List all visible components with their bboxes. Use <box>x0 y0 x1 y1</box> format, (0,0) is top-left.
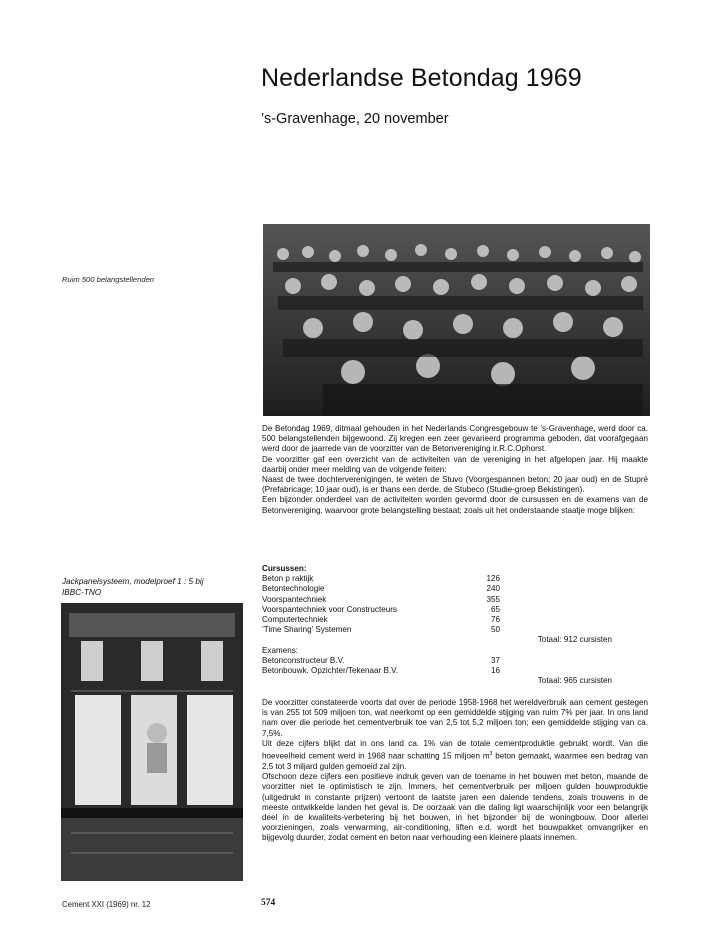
intro-paragraph: De Betondag 1969, ditmaal gehouden in het Nederlands Congresgebouw te ’s-Gravenhage, werd door ca. 500 belangstellenden bijgewoond. Zij kregen een zeer gevarieerd programma geboden, dat voorafgegaan werd door de jaarrede van de voorzitter van de Betonvereniging ir.R.C.Ophorst. <box>262 424 648 454</box>
intro-paragraph: Een bijzonder onderdeel van de activiteiten worden gevormd door de cursussen en de examens van de Betonvereniging, waarvoor grote belangstelling bestaat; zoals uit het onderstaande staatje moge blijken: <box>262 495 648 515</box>
courses-heading: Cursussen: <box>262 564 307 573</box>
audience-photo-graphic <box>263 224 650 416</box>
course-count: 50 <box>490 625 500 635</box>
journal-reference: Cement XXI (1969) nr. 12 <box>62 900 151 909</box>
courses-total-text: Totaal: 912 cursisten <box>537 635 612 645</box>
superscript-three: 3 <box>489 751 493 758</box>
course-count: 126 <box>486 574 500 584</box>
photo-caption-model <box>62 576 242 598</box>
course-label: Voorspantechniek voor Constructeurs <box>262 604 397 614</box>
intro-paragraph: Naast de twee dochterverenigingen, te weten de Stuvo (Voorgespannen beton; 20 jaar oud) en de Stupré (Prefabricage; 10 jaar oud), is er thans een derde, de Stubeco (Studie-groep Bekistingen). <box>262 475 648 495</box>
intro-paragraph: De voorzitter gaf een overzicht van de activiteiten van de vereniging in het afgelopen jaar. Hij maakte daarbij onder meer melding van de volgende feiten: <box>262 454 648 474</box>
exams-total-text: Totaal: 965 cursisten <box>537 676 612 686</box>
course-count: 76 <box>490 615 500 625</box>
course-label: Computertechniek <box>262 615 328 625</box>
table-row <box>262 615 552 625</box>
outro-paragraph <box>262 739 648 772</box>
page-title: Nederlandse Betondag 1969 <box>261 64 582 92</box>
page-subtitle: ’s-Gravenhage, 20 november <box>261 111 449 127</box>
exam-count: 16 <box>490 666 500 676</box>
outro-text-part: Uit deze cijfers blijkt dat in ons land ca. 1% van de totale cementproduktie gebruikt wordt. Van die hoeveelheid cement werd in 1968 naar schatting 15 miljoen m <box>262 738 648 761</box>
photo-caption-model-line: Jackpanelsysteem, modelproef 1 : 5 bij <box>62 577 204 586</box>
model-test-photo <box>61 603 243 881</box>
photo-caption-model-line: IBBC-TNO <box>62 588 102 597</box>
courses-total <box>262 635 612 645</box>
course-label: Betontechnologie <box>262 584 325 594</box>
table-row <box>262 584 552 594</box>
course-table <box>262 564 612 686</box>
table-row <box>262 595 552 605</box>
exam-label: Betonconstructeur B.V. <box>262 655 345 665</box>
course-count: 355 <box>486 594 500 604</box>
intro-text <box>262 424 648 516</box>
course-count: 65 <box>490 604 500 614</box>
course-label: Beton p raktijk <box>262 574 314 584</box>
table-row <box>262 605 552 615</box>
exam-count: 37 <box>490 655 500 665</box>
table-row <box>262 625 552 635</box>
exams-total <box>262 676 612 686</box>
photo-caption-audience: Ruim 500 belangstellenden <box>62 275 155 284</box>
course-label: Voorspantechniek <box>262 594 327 604</box>
model-test-photo-graphic <box>61 603 243 881</box>
outro-paragraph: Ofschoon deze cijfers een positieve indruk geven van de toename in het bouwen met beton, maande de voorzitter niet te optimistisch te zijn. Immers, het cementverbruik per miljoen gulden bouwproduktie (uitgedrukt in constante prijzen) vertoont de laatste jaren een dalende tendens, zoals trouwens in de meeste ontwikkelde landen het geval is. De oorzaak van die daling ligt waarschijnlijk voor een belangrijk deel in de kwaliteits-verbetering bij het bouwen, in het bijzonder bij de woningbouw. Door allerlei voorzieningen, zoals verwarming, air-conditioning, liften e.d. wordt het bouwpakket omvangrijker en bijgevolg duurder, zodat cement en beton naar verhouding een kleinere plaats innemen. <box>262 772 648 843</box>
outro-text <box>262 698 648 844</box>
exams-heading: Examens: <box>262 645 298 655</box>
course-label: ’Time Sharing’ Systemen <box>262 625 352 635</box>
page-number: 574 <box>261 898 276 908</box>
table-row <box>262 574 552 584</box>
outro-text-part: beton gemaakt, waarmee een bedrag van 2,5 tot 3 miljard gulden gemoeid zal zijn. <box>262 751 648 771</box>
exam-label: Betonbouwk. Opzichter/Tekenaar B.V. <box>262 666 399 676</box>
table-row <box>262 656 552 666</box>
course-count: 240 <box>486 584 500 594</box>
table-row <box>262 666 552 676</box>
audience-photo <box>263 224 650 416</box>
outro-paragraph: De voorzitter constateerde voorts dat over de periode 1958-1968 het wereldverbruik aan cement gestegen is van 255 tot 509 miljoen ton, wat neerkomt op een gemiddelde stijging van ruim 7% per jaar. In ons land nam over die periode het cementverbruik toe van 2,5 tot 5,2 miljoen ton; een gemiddelde stijging van ca. 7,5%. <box>262 698 648 738</box>
